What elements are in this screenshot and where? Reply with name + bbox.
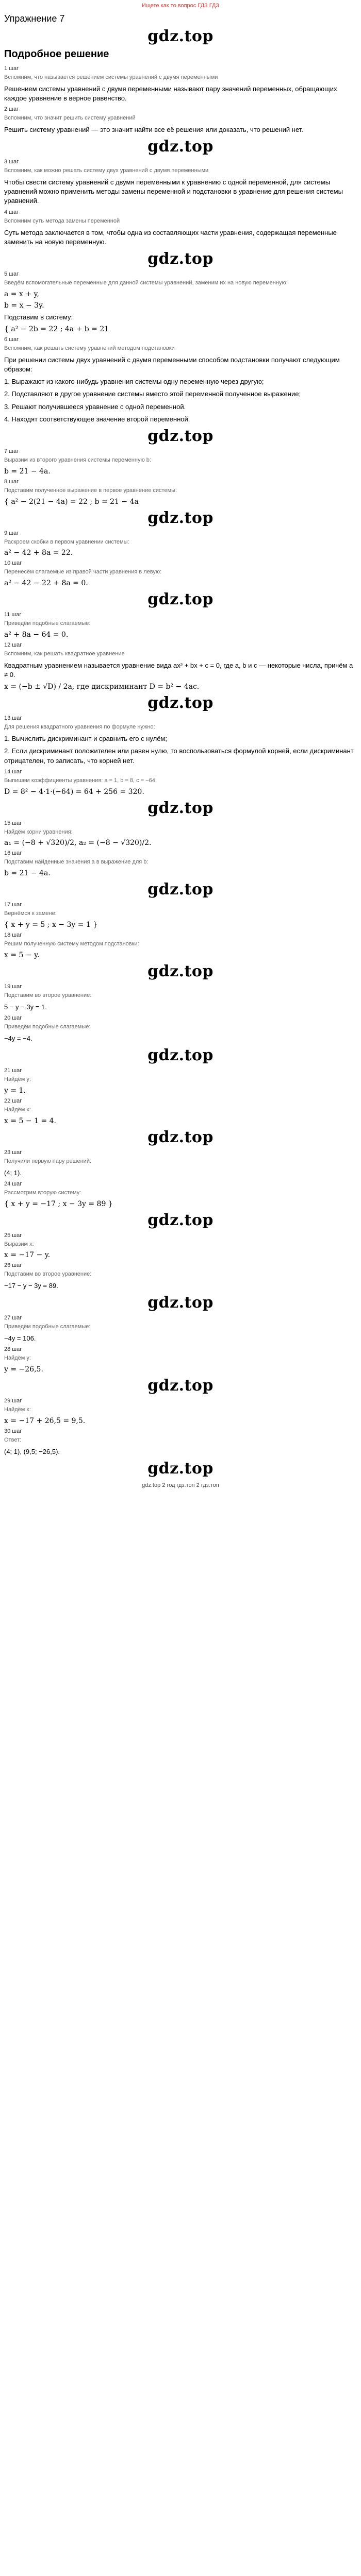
- step-hint: Найдём x:: [4, 1406, 31, 1413]
- step-label: 11 шаг: [4, 612, 22, 618]
- step-label: 3 шаг: [4, 159, 19, 165]
- step-hint: Приведём подобные слагаемые:: [4, 1023, 91, 1030]
- step-content: (4; 1), (9,5; −26,5).: [4, 1448, 60, 1455]
- step-label: 18 шаг: [4, 932, 22, 939]
- step-hint: Найдём корни уравнения:: [4, 828, 73, 835]
- step-label: 12 шаг: [4, 642, 22, 649]
- step-content: x = 5 − 1 = 4.: [4, 1116, 56, 1125]
- step-block: [4, 448, 357, 476]
- step-label: 4 шаг: [4, 209, 19, 215]
- step-block: [4, 1315, 357, 1343]
- step-label: 13 шаг: [4, 715, 22, 722]
- steps-container: [0, 65, 361, 1478]
- step-hint: Подставим найденные значения a в выражение для b:: [4, 859, 149, 866]
- step-block: [4, 1015, 357, 1043]
- step-content: { x + y = −17 ; x − 3y = 89 }: [4, 1199, 113, 1208]
- step-block: [4, 1398, 357, 1425]
- step-hint: Вернёмся к замене:: [4, 910, 57, 917]
- step-content: b = 21 − 4a.: [4, 869, 51, 878]
- step-label: 6 шаг: [4, 336, 19, 343]
- site-logo-separator: gdz.top: [147, 509, 214, 527]
- step-hint: Найдём y:: [4, 1076, 31, 1082]
- step-content: −17 − y − 3y = 89.: [4, 1282, 58, 1290]
- step-label: 24 шаг: [4, 1180, 22, 1187]
- step-label: 15 шаг: [4, 820, 22, 826]
- step-block: [4, 984, 357, 1012]
- footer: gdz.top 2 год гдз.топ 2 гдз.топ: [142, 1482, 219, 1489]
- step-content: 4. Находят соответствующее значение второй переменной.: [4, 415, 190, 423]
- step-block: [4, 479, 357, 506]
- step-hint: Вспомним, как решать квадратное уравнение: [4, 651, 125, 657]
- step-hint: Ответ:: [4, 1437, 22, 1444]
- step-label: 29 шаг: [4, 1398, 22, 1404]
- step-block: [4, 1067, 357, 1095]
- step-label: 26 шаг: [4, 1262, 22, 1269]
- step-block: [4, 159, 357, 206]
- site-logo-separator: gdz.top: [147, 880, 214, 899]
- step-hint: Вспомним, что называется решением системы уравнений с двумя переменными: [4, 74, 218, 80]
- step-label: 30 шаг: [4, 1428, 22, 1435]
- step-hint: Получили первую пару решений:: [4, 1158, 92, 1164]
- step-content: { a² − 2b = 22 ; 4a + b = 21: [4, 325, 109, 333]
- step-block: [4, 850, 357, 877]
- step-block: [4, 1346, 357, 1374]
- step-block: [4, 65, 357, 103]
- step-block: [4, 932, 357, 959]
- step-label: 19 шаг: [4, 983, 22, 990]
- step-label: 22 шаг: [4, 1097, 22, 1104]
- step-hint: Приведём подобные слагаемые:: [4, 620, 91, 627]
- step-content: Решением системы уравнений с двумя переменными называют пару значений переменных, обращающих каждое уравнение в верное равенство.: [4, 84, 337, 103]
- step-content: x = −17 − y.: [4, 1251, 51, 1260]
- step-hint: Раскроем скобки в первом уравнении системы:: [4, 538, 129, 545]
- step-label: 14 шаг: [4, 768, 22, 775]
- step-block: [4, 336, 357, 424]
- step-hint: Вспомним, как решать систему уравнений методом подстановки: [4, 345, 175, 351]
- step-content: 5 − y − 3y = 1.: [4, 1003, 47, 1011]
- step-content: a₁ = (−8 + √320)/2, a₂ = (−8 − √320)/2.: [4, 839, 152, 848]
- step-content: 1. Выражают из какого-нибудь уравнения системы одну переменную через другую;: [4, 378, 264, 386]
- site-logo-separator: gdz.top: [147, 1128, 214, 1146]
- step-hint: Подставим во второе уравнение:: [4, 992, 92, 998]
- step-label: 1 шаг: [4, 65, 19, 72]
- step-block: [4, 1181, 357, 1208]
- site-logo-separator: gdz.top: [147, 694, 214, 713]
- step-label: 17 шаг: [4, 902, 22, 908]
- step-hint: Приведём подобные слагаемые:: [4, 1324, 91, 1330]
- step-block: [4, 106, 357, 134]
- step-hint: Рассмотрим вторую систему:: [4, 1189, 81, 1196]
- step-content: x = −17 + 26,5 = 9,5.: [4, 1417, 86, 1426]
- step-block: [4, 715, 357, 765]
- step-content: y = −26,5.: [4, 1365, 43, 1374]
- exercise-title: Упражнение 7: [4, 13, 65, 24]
- site-logo-separator: gdz.top: [147, 1377, 214, 1395]
- step-label: 5 шаг: [4, 270, 19, 277]
- step-hint: Выразим x:: [4, 1241, 34, 1247]
- step-hint: Вспомним суть метода замены переменной: [4, 217, 120, 224]
- step-content: x = 5 − y.: [4, 951, 40, 959]
- step-hint: Подставим во второе уравнение:: [4, 1271, 92, 1278]
- site-logo: gdz.top: [147, 27, 214, 45]
- step-content: 2. Подставляют в другое уравнение системы вместо этой переменной полученное выражение;: [4, 390, 301, 398]
- solution-title: Подробное решение: [4, 48, 109, 60]
- site-logo-separator: gdz.top: [147, 1211, 214, 1229]
- site-logo-separator: gdz.top: [147, 138, 214, 156]
- step-hint: Подставим полученное выражение в первое уравнение системы:: [4, 487, 177, 494]
- step-label: 28 шаг: [4, 1346, 22, 1353]
- step-label: 10 шаг: [4, 560, 22, 567]
- step-block: [4, 902, 357, 929]
- step-block: [4, 1232, 357, 1260]
- step-block: [4, 530, 357, 557]
- step-hint: Найдём x:: [4, 1106, 31, 1113]
- step-block: [4, 642, 357, 691]
- step-label: 27 шаг: [4, 1315, 22, 1321]
- step-label: 20 шаг: [4, 1014, 22, 1021]
- step-content: Решить систему уравнений — это значит найти все её решения или доказать, что решений нет.: [4, 126, 303, 134]
- step-hint: Найдём y:: [4, 1355, 31, 1362]
- step-block: [4, 1149, 357, 1178]
- step-content: Чтобы свести систему уравнений с двумя переменными к уравнению с одной переменной, для системы уравнений можно применить методы замены переменной и подстановки в уравнение для решения системы уравнений.: [4, 178, 343, 205]
- site-logo-separator: gdz.top: [147, 1046, 214, 1064]
- step-content: b = 21 − 4a.: [4, 467, 51, 476]
- site-logo-separator: gdz.top: [147, 249, 214, 268]
- site-logo-separator: gdz.top: [147, 590, 214, 609]
- step-label: 16 шаг: [4, 850, 22, 857]
- step-hint: Вспомним, как можно решать систему двух уравнений с двумя переменными: [4, 167, 209, 174]
- step-block: [4, 1262, 357, 1291]
- step-content: −4y = −4.: [4, 1034, 32, 1042]
- step-label: 25 шаг: [4, 1232, 22, 1239]
- step-content: (4; 1).: [4, 1168, 22, 1177]
- step-block: [4, 769, 357, 796]
- step-content: D = 8² − 4·1·(−64) = 64 + 256 = 320.: [4, 787, 144, 796]
- top-banner[interactable]: Ищете как то вопрос ГДЗ ГДЗ: [141, 3, 220, 9]
- step-block: [4, 209, 357, 247]
- step-label: 2 шаг: [4, 106, 19, 113]
- step-content: a = x + y,: [4, 290, 40, 298]
- step-content: a² + 8a − 64 = 0.: [4, 631, 69, 639]
- step-content: { x + y = 5 ; x − 3y = 1 }: [4, 921, 98, 929]
- step-hint: Для решения квадратного уравнения по формуле нужно:: [4, 724, 155, 731]
- step-block: [4, 560, 357, 587]
- step-content: Суть метода заключается в том, чтобы одна из составляющих части уравнения, содержащая переменные заменить на новую переменную.: [4, 228, 337, 246]
- site-logo-separator: gdz.top: [147, 962, 214, 980]
- step-block: [4, 1428, 357, 1456]
- site-logo-separator: gdz.top: [147, 427, 214, 445]
- step-hint: Перенесём слагаемые из правой части уравнения в левую:: [4, 569, 162, 575]
- step-block: [4, 271, 357, 333]
- site-logo-separator: gdz.top: [147, 799, 214, 817]
- step-content: 3. Решают получившееся уравнение с одной переменной.: [4, 402, 186, 411]
- step-content: 2. Если дискриминант положителен или равен нулю, то воспользоваться формулой корней, если дискриминант отрицателен, то записать, что корней нет.: [4, 747, 354, 765]
- step-hint: Выпишем коэффициенты уравнения: a = 1, b = 8, c = −64.: [4, 777, 157, 784]
- step-label: 23 шаг: [4, 1149, 22, 1156]
- step-hint: Решим полученную систему методом подстановки:: [4, 941, 139, 947]
- step-block: [4, 612, 357, 639]
- site-logo-separator: gdz.top: [147, 1460, 214, 1478]
- step-content: a² − 42 − 22 + 8a = 0.: [4, 579, 88, 588]
- step-content: Квадратным уравнением называется уравнение вида ax² + bx + c = 0, где a, b и c — некоторые числа, причём a ≠ 0.: [4, 661, 353, 679]
- step-content: { a² − 2(21 − 4a) = 22 ; b = 21 − 4a: [4, 497, 139, 506]
- step-content: b = x − 3y.: [4, 301, 44, 310]
- step-content: −4y = 106.: [4, 1334, 36, 1343]
- step-label: 7 шаг: [4, 448, 19, 454]
- step-content: a² − 42 + 8a = 22.: [4, 549, 73, 557]
- step-content: Подставим в систему:: [4, 313, 73, 321]
- step-hint: Введём вспомогательные переменные для данной системы уравнений, заменим их на новую переменную:: [4, 279, 288, 286]
- step-content: y = 1.: [4, 1086, 26, 1095]
- step-content: При решении системы двух уравнений с двумя переменными способом подстановки получают следующим образом:: [4, 355, 340, 373]
- step-content: x = (−b ± √D) / 2a, где дискриминант D = b² − 4ac.: [4, 683, 200, 691]
- step-label: 8 шаг: [4, 478, 19, 485]
- step-block: [4, 1098, 357, 1125]
- step-block: [4, 820, 357, 848]
- step-hint: Выразим из второго уравнения системы переменную b:: [4, 456, 151, 463]
- step-label: 9 шаг: [4, 530, 19, 536]
- step-content: 1. Вычислить дискриминант и сравнить его с нулём;: [4, 735, 167, 743]
- step-hint: Вспомним, что значит решить систему уравнений: [4, 115, 136, 122]
- site-logo-separator: gdz.top: [147, 1294, 214, 1312]
- step-label: 21 шаг: [4, 1067, 22, 1074]
